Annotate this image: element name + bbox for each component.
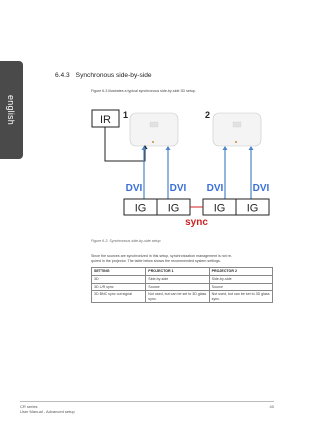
table-cell: Side-by-side (146, 276, 209, 284)
figure-caption: Figure 6-3. Synchronous side-by-side setup (91, 239, 161, 243)
sync-label: sync (185, 217, 208, 228)
footer-manual-title: User Manual - Advanced setup (20, 409, 75, 414)
table-cell: Side-by-side (209, 276, 272, 284)
section-title: Synchronous side-by-side (75, 72, 152, 79)
section-number: 6.4.3 (55, 72, 70, 79)
table-header-cell: SETTING (92, 268, 146, 276)
body-paragraph-line-1: Since the sources are synchronized in this setup, synchronization management is not re- (91, 254, 233, 258)
section-heading (55, 72, 152, 79)
ir-emitter-label: IR (100, 114, 111, 126)
page-number: 40 (269, 404, 274, 409)
table-cell: 3D L/R sync (92, 283, 146, 291)
side-by-side-setup-figure (90, 98, 274, 228)
ig-label-1: IG (134, 202, 147, 215)
footer-series: CR series (20, 404, 38, 409)
table-row (92, 276, 273, 284)
table-cell: Not used, but can be set to 3D glass sync. (146, 291, 209, 303)
dvi-label-4: DVI (252, 183, 270, 194)
footer-info (20, 404, 75, 414)
language-side-tab (0, 61, 23, 159)
projector-1-number: 1 (123, 110, 129, 120)
body-paragraph (91, 254, 271, 264)
settings-table (91, 267, 273, 303)
ig-label-4: IG (246, 202, 259, 215)
table-header-cell: PROJECTOR 1 (146, 268, 209, 276)
table-cell: Source (209, 283, 272, 291)
table-cell: Source (146, 283, 209, 291)
table-row (92, 291, 273, 303)
footer-rule (20, 401, 274, 402)
projector-2-number: 2 (205, 110, 211, 120)
body-paragraph-line-2: quired in the projector. The table below shows the recommended system settings. (91, 259, 221, 264)
dvi-label-3: DVI (206, 183, 224, 194)
projector-1 (130, 113, 178, 146)
language-tab-label: english (6, 95, 16, 125)
table-row (92, 283, 273, 291)
table-cell: 3D (92, 276, 146, 284)
projector-2 (213, 113, 261, 146)
table-cell: Not used, but can be set to 3D glass sync. (209, 291, 272, 303)
intro-text: Figure 6-3 illustrates a typical synchronous side-by-side 3D setup. (91, 89, 196, 93)
ig-label-2: IG (167, 202, 180, 215)
dvi-cables (142, 146, 254, 202)
table-header-row (92, 268, 273, 276)
table-header-cell: PROJECTOR 2 (209, 268, 272, 276)
ig-label-3: IG (213, 202, 226, 215)
table-cell: 3D BNC sync out signal (92, 291, 146, 303)
dvi-label-2: DVI (169, 183, 187, 194)
dvi-label-1: DVI (125, 183, 143, 194)
